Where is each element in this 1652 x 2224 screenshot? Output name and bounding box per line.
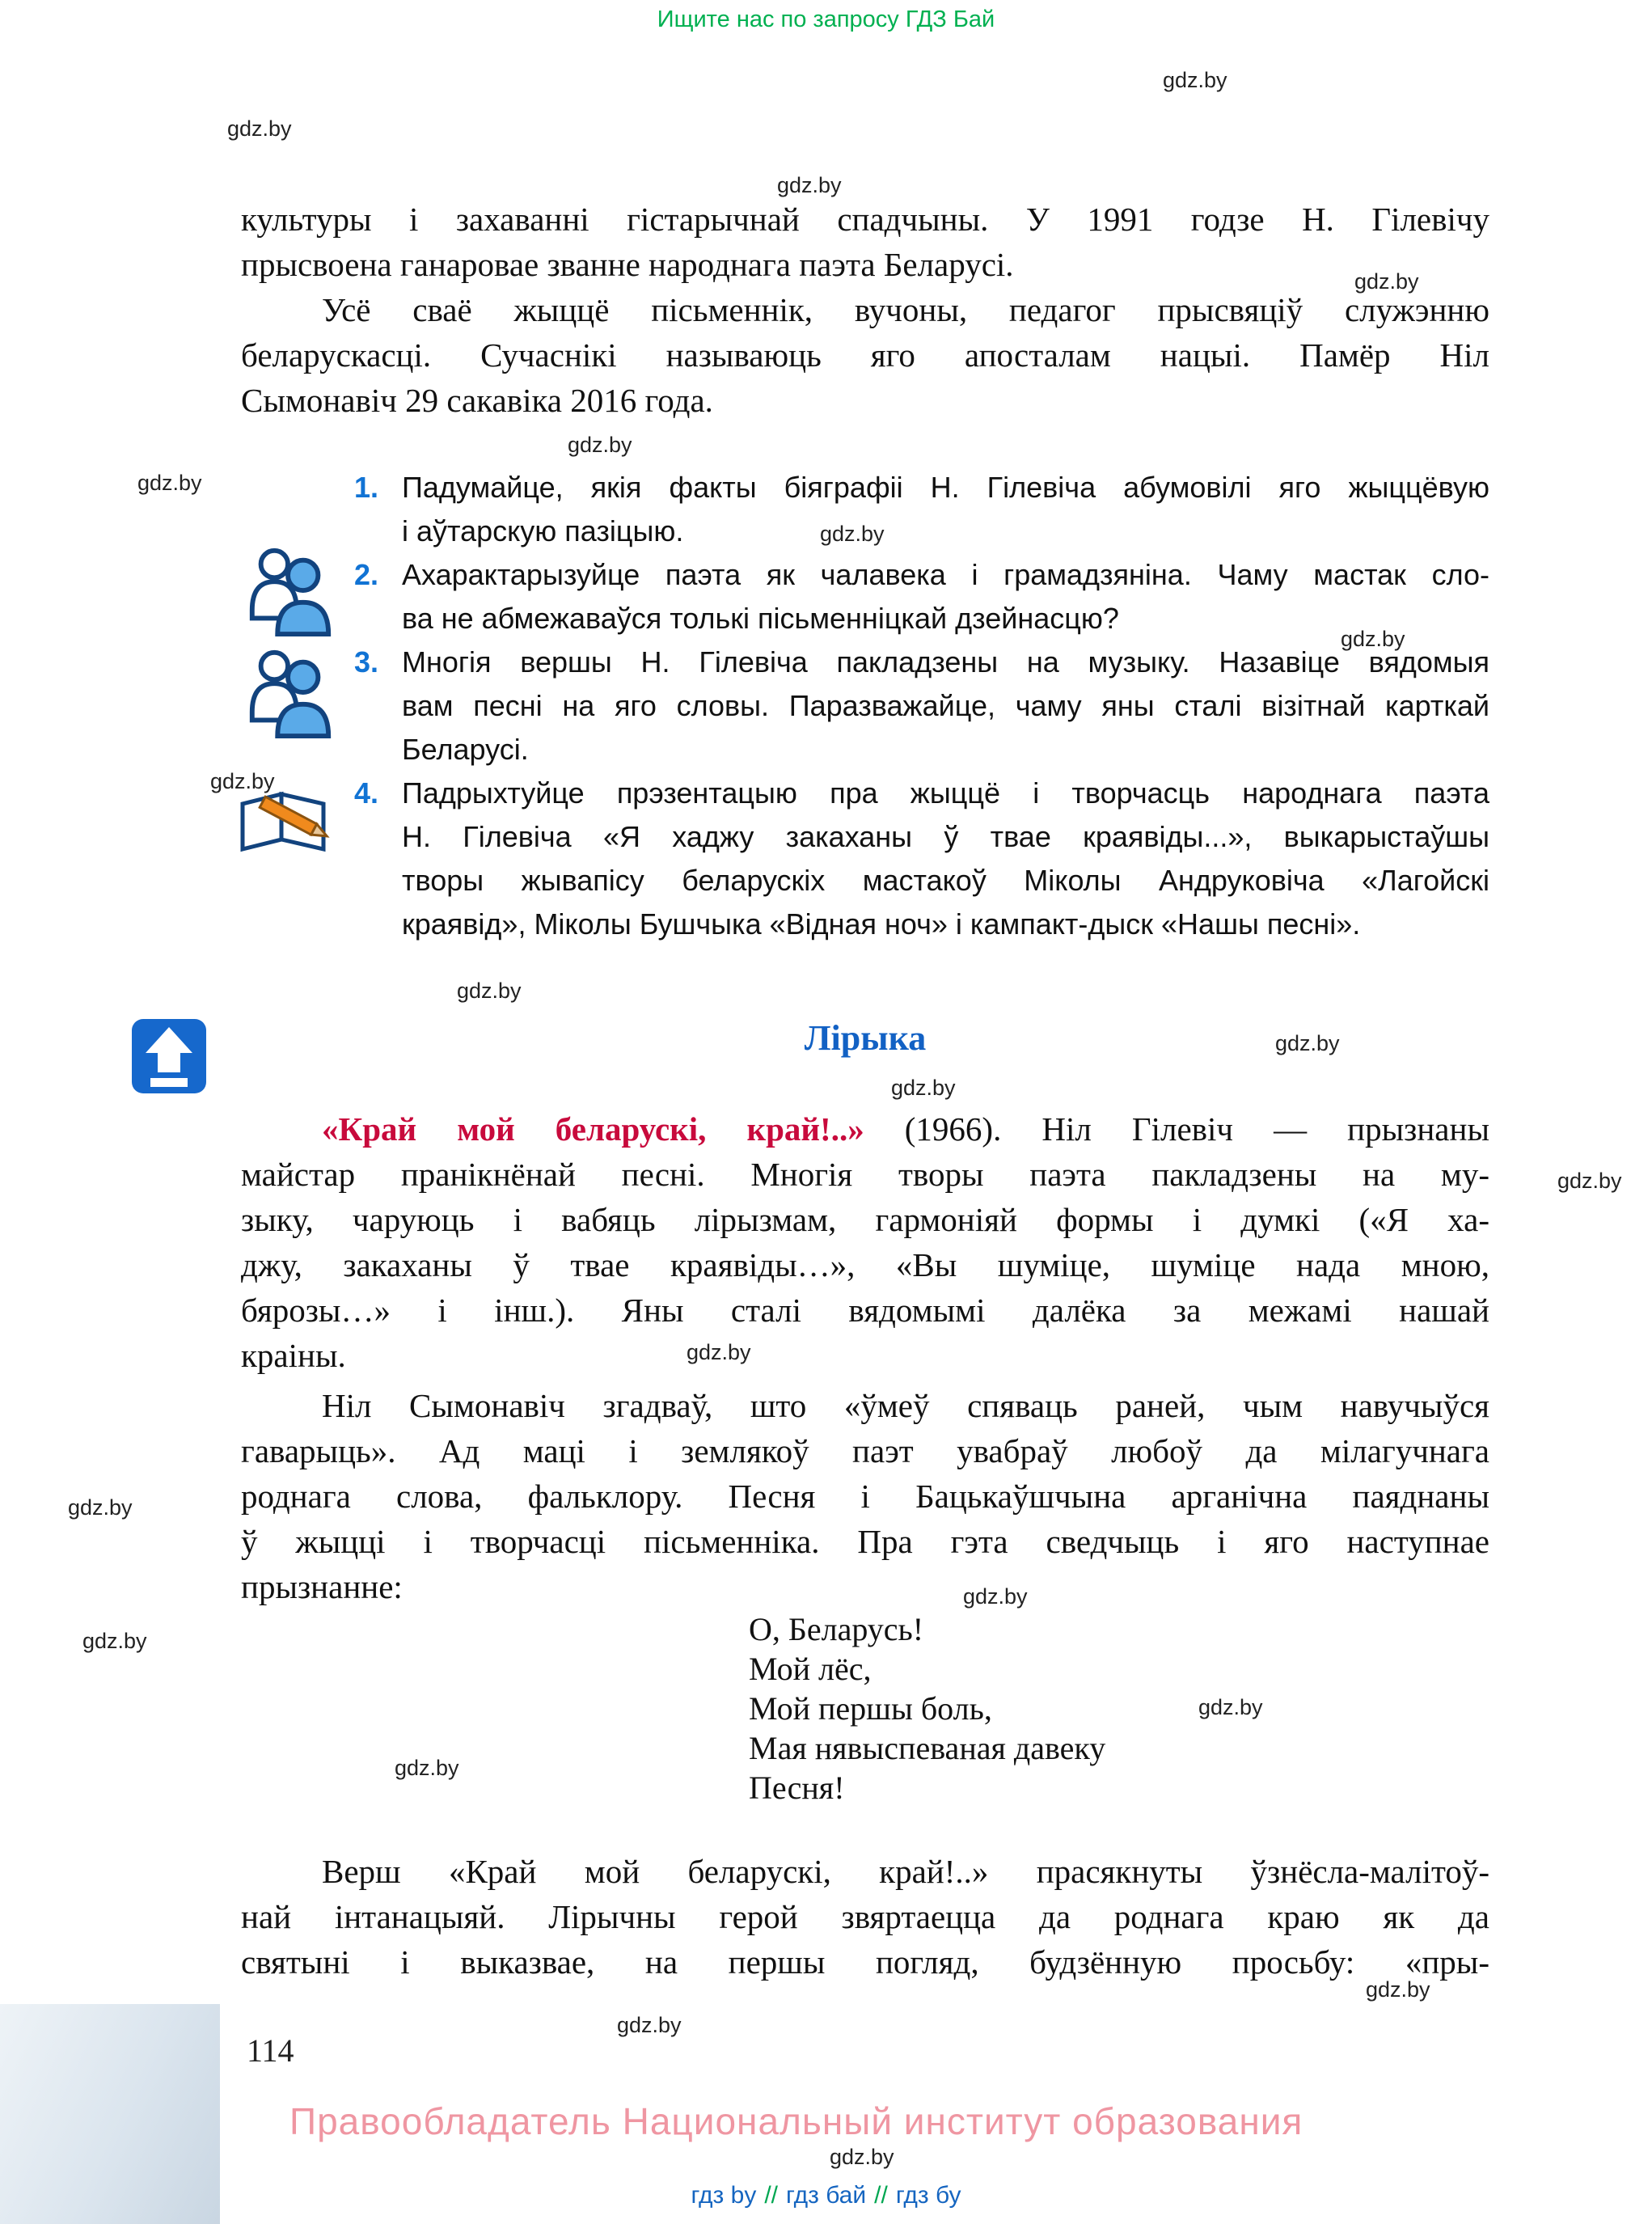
paragraph-line: Сымонавіч 29 сакавіка 2016 года. xyxy=(241,382,713,419)
poem-line: Мой першы боль, xyxy=(749,1690,992,1727)
question-number: 4. xyxy=(354,776,379,810)
watermark: gdz.by xyxy=(687,1340,751,1364)
watermark: gdz.by xyxy=(1354,269,1419,294)
paragraph-line: Усё сваё жыццё пісьменнік, вучоны, педагог прысвяціў служэнню xyxy=(322,291,1489,328)
question-number: 2. xyxy=(354,558,379,591)
poem-line: О, Беларусь! xyxy=(749,1611,924,1647)
paragraph-line: джу, закаханы ў твае краявіды…», «Вы шуміце, шуміце нада мною, xyxy=(241,1246,1489,1283)
watermark: gdz.by xyxy=(777,173,842,197)
bottom-links xyxy=(0,2182,1652,2209)
watermark: gdz.by xyxy=(1198,1695,1263,1719)
watermark: gdz.by xyxy=(210,769,275,793)
watermark: gdz.by xyxy=(137,471,202,495)
question-text xyxy=(402,772,1489,946)
paragraph-line: Ніл Сымонавіч згадваў, што «ўмеў спяваць раней, чым навучыўся xyxy=(322,1387,1489,1424)
question-line: Падрыхтуйце прэзентацыю пра жыццё і творчасць народнага паэта xyxy=(402,776,1489,810)
paragraph-line xyxy=(241,1106,1489,1152)
paragraph-line: прысвоена ганаровае званне народнага паэта Беларусі. xyxy=(241,246,1014,283)
intro-paragraph-2 xyxy=(241,287,1489,423)
writing-icon xyxy=(233,778,341,866)
intro-text xyxy=(241,197,1489,423)
poem-quote xyxy=(749,1609,1105,1808)
pair-work-icon xyxy=(243,645,338,745)
watermark: gdz.by xyxy=(1366,1977,1430,2002)
paragraph-text: (1966). Ніл Гілевіч — прызнаны xyxy=(864,1110,1489,1148)
watermark: gdz.by xyxy=(227,116,292,141)
pair-work-icon xyxy=(243,543,338,643)
page-number: 114 xyxy=(247,2032,294,2069)
link-separator: // xyxy=(874,2182,888,2209)
question-line: Беларусі. xyxy=(402,733,529,766)
watermark: gdz.by xyxy=(617,2013,682,2037)
lyrics-paragraph-3 xyxy=(241,1849,1489,1985)
question-text xyxy=(402,466,1489,553)
question-line: краявід», Міколы Бушчыка «Відная ноч» і кампакт-дыск «Нашы песні». xyxy=(402,907,1361,941)
section-heading: Лірыка xyxy=(804,1018,927,1058)
lyrics-paragraph-1 xyxy=(241,1106,1489,1378)
watermark: gdz.by xyxy=(457,979,522,1003)
paragraph-line: краіны. xyxy=(241,1337,346,1374)
paragraph-line: гаварыць». Ад маці і землякоў паэт увабраў любоў да мілагучнага xyxy=(241,1432,1489,1469)
watermark: gdz.by xyxy=(68,1495,133,1520)
gdz-link-3[interactable]: гдз бу xyxy=(895,2182,961,2209)
question-line: творы жывапісу беларускіх мастакоў Міколы Андруковіча «Лагойскі xyxy=(402,864,1489,897)
intro-paragraph-1 xyxy=(241,197,1489,287)
watermark: gdz.by xyxy=(1557,1169,1622,1193)
question-line: вам песні на яго словы. Паразважайце, чаму яны сталі візітнай карткай xyxy=(402,689,1489,722)
poem-title: «Край мой беларускі, край!..» xyxy=(322,1110,864,1148)
question-number: 1. xyxy=(354,471,379,504)
paragraph-line: бярозы…» і інш.). Яны сталі вядомымі далёка за межамі нашай xyxy=(241,1292,1489,1329)
question-text xyxy=(402,553,1489,641)
paragraph-line: най інтанацыяй. Лірычны герой звяртаецца да роднага краю як да xyxy=(241,1898,1489,1935)
paragraph-line: майстар пранікнёнай песні. Многія творы паэта пакладзены на му- xyxy=(241,1156,1489,1193)
gdz-link-1[interactable]: гдз by xyxy=(691,2182,757,2209)
question-line: Н. Гілевіча «Я хаджу закаханы ў твае краявіды...», выкарыстаўшы xyxy=(402,820,1489,853)
paragraph-line: зыку, чаруюць і вабяць лірызмам, гармоніяй формы і думкі («Я ха- xyxy=(241,1201,1489,1238)
lyrics-paragraph-2 xyxy=(241,1383,1489,1609)
poem-line: Мая нявыспеваная давеку xyxy=(749,1730,1106,1766)
question-number: 3. xyxy=(354,645,379,679)
watermark: gdz.by xyxy=(963,1584,1028,1609)
watermark: gdz.by xyxy=(568,433,632,457)
poem-line: Песня! xyxy=(749,1769,845,1806)
question-line: Многія вершы Н. Гілевіча пакладзены на музыку. Назавіце вядомыя xyxy=(402,645,1489,679)
question-item xyxy=(354,641,1489,772)
paragraph-line: святыні і выказвае, на першы погляд, будзённую просьбу: «пры- xyxy=(241,1943,1489,1981)
lyrics-paragraph-1-lines xyxy=(241,1152,1489,1378)
question-text xyxy=(402,641,1489,772)
link-separator: // xyxy=(764,2182,778,2209)
gdz-link-2[interactable]: гдз бай xyxy=(786,2182,867,2209)
question-line: Ахарактарызуйце паэта як чалавека і грамадзяніна. Чаму мастак сло- xyxy=(402,558,1489,591)
watermark: gdz.by xyxy=(395,1756,459,1780)
paragraph-line: беларускасці. Сучаснікі называюць яго апосталам нацыі. Памёр Ніл xyxy=(241,336,1489,374)
question-line: і аўтарскую пазіцыю. xyxy=(402,514,684,548)
watermark: gdz.by xyxy=(820,522,885,546)
watermark: gdz.by xyxy=(1341,627,1405,651)
paragraph-line: культуры і захаванні гістарычнай спадчыны. У 1991 годзе Н. Гілевічу xyxy=(241,201,1489,238)
watermark: gdz.by xyxy=(82,1629,147,1653)
watermark: gdz.by xyxy=(891,1076,956,1100)
question-item xyxy=(354,553,1489,641)
paragraph-line: роднага слова, фальклору. Песня і Бацькаўшчына арганічна паяднаны xyxy=(241,1478,1489,1515)
question-line: ва не абмежаваўся толькі пісьменніцкай дзейнасцю? xyxy=(402,602,1119,635)
question-item xyxy=(354,466,1489,553)
questions-list xyxy=(354,466,1489,946)
copyright-footer: Правообладатель Национальный институт образования xyxy=(289,2100,1303,2142)
watermark: gdz.by xyxy=(830,2145,894,2169)
watermark: gdz.by xyxy=(1275,1031,1340,1055)
poem-line: Мой лёс, xyxy=(749,1651,872,1687)
paragraph-line: прызнанне: xyxy=(241,1568,403,1605)
watermark: gdz.by xyxy=(1163,68,1227,92)
promo-banner: Ищите нас по запросу ГДЗ Бай xyxy=(657,6,995,32)
paragraph-line: Верш «Край мой беларускі, край!..» прасякнуты ўзнёсла-малітоў- xyxy=(322,1853,1489,1890)
paragraph-line: ў жыцці і творчасці пісьменніка. Пра гэта сведчыць і яго наступнае xyxy=(241,1523,1489,1560)
question-line: Падумайце, якія факты біяграфіі Н. Гілевіча абумовілі яго жыццёвую xyxy=(402,471,1489,504)
question-item xyxy=(354,772,1489,946)
arrow-up-icon xyxy=(129,1013,209,1102)
